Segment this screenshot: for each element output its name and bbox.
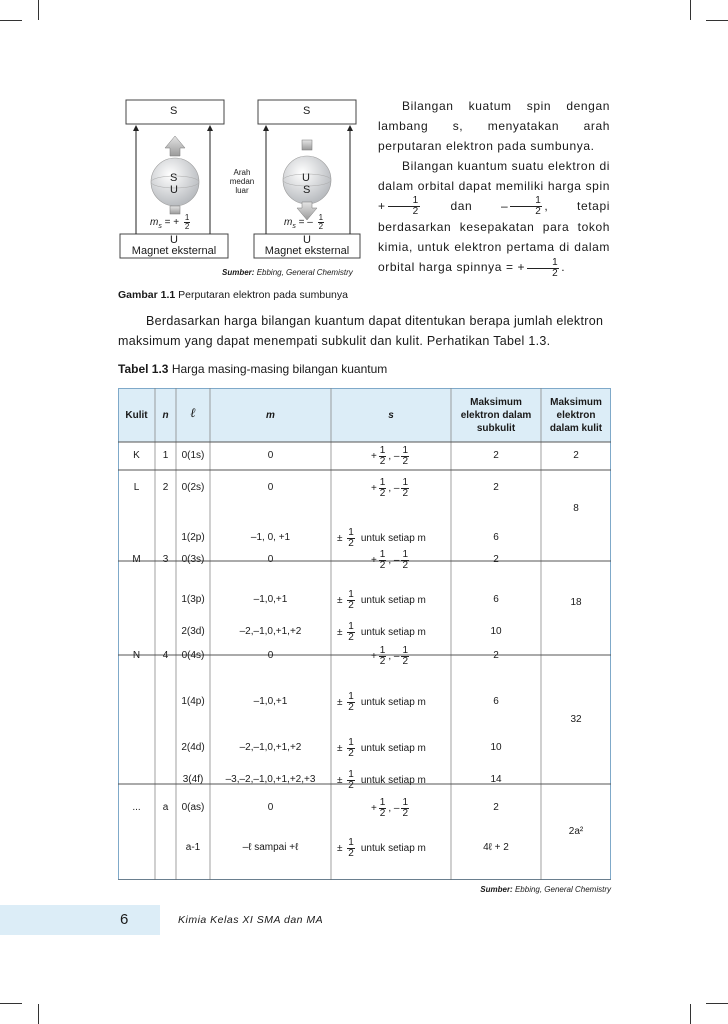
left-magnet-label: Magnet eksternal [131, 245, 217, 257]
left-sphere-bottom-pole: U [170, 184, 178, 196]
cell-s: ± $\frac{1}{2}$ untuk setiap m [337, 621, 426, 643]
cell-max-subshell: 2 [493, 802, 499, 813]
spin-figure [118, 96, 368, 286]
right-magnet-label: Magnet eksternal [264, 245, 350, 257]
right-sphere-top-pole: U [302, 172, 310, 184]
cell-n: a [162, 802, 169, 813]
footer-band [0, 905, 160, 935]
right-sphere-bottom-pole: S [303, 184, 311, 196]
crop-mark [38, 0, 39, 20]
cell-s: ± $\frac{1}{2}$ untuk setiap m [337, 589, 426, 611]
cell-l: 3(4f) [182, 774, 204, 785]
cell-m: 0 [267, 554, 274, 565]
right-magnet-top-pole: S [303, 105, 311, 117]
cell-m: –1,0,+1 [253, 696, 288, 707]
cell-s: ± $\frac{1}{2}$ untuk setiap m [337, 769, 426, 791]
cell-l: 0(as) [181, 802, 205, 813]
spin-explanation [378, 96, 610, 279]
cell-m: 0 [267, 450, 274, 461]
cell-kulit: M [132, 554, 141, 565]
cell-l: 0(1s) [181, 450, 205, 461]
cell-max-subshell: 14 [490, 774, 502, 785]
left-spin-value: $m_s$ = + $\frac{1}{2}$ [150, 213, 190, 231]
cell-s: ± $\frac{1}{2}$ untuk setiap m [337, 737, 426, 759]
cell-l: a-1 [185, 842, 201, 853]
crop-mark [690, 0, 691, 20]
cell-l: 2(3d) [181, 626, 205, 637]
right-magnet-bottom-pole: U [303, 234, 311, 246]
crop-mark [38, 1004, 39, 1024]
cell-s: + $\frac{1}{2}$ , – $\frac{1}{2}$ [370, 477, 409, 499]
crop-mark [706, 1003, 728, 1004]
cell-max-shell: 2 [573, 450, 579, 461]
crop-mark [0, 1003, 22, 1004]
cell-l: 1(2p) [181, 532, 205, 543]
cell-max-subshell: 2 [493, 554, 499, 565]
cell-max-subshell: 2 [493, 650, 499, 661]
cell-s: ± $\frac{1}{2}$ untuk setiap m [337, 691, 426, 713]
header-max-shell: Maksimum elektron dalam kulit [549, 397, 603, 434]
cell-s: ± $\frac{1}{2}$ untuk setiap m [337, 837, 426, 859]
cell-m: –3,–2,–1,0,+1,+2,+3 [225, 774, 316, 785]
cell-kulit: ... [132, 802, 141, 813]
cell-s: + $\frac{1}{2}$ , – $\frac{1}{2}$ [370, 549, 409, 571]
cell-max-subshell: 6 [493, 594, 499, 605]
body-paragraph: Berdasarkan harga bilangan kuantum dapat ditentukan berapa jumlah elektron maksimum yang dapat menempati subkulit dan kulit. Perhatikan Tabel 1.3. [118, 314, 604, 348]
table-caption: Tabel 1.3 Harga masing-masing bilangan kuantum [118, 362, 388, 376]
table-source: Sumber: Ebbing, General Chemistry [480, 885, 611, 894]
cell-n: 1 [162, 450, 169, 461]
cell-max-shell: 18 [570, 597, 582, 608]
cell-l: 0(4s) [181, 650, 205, 661]
quantum-number-table [118, 388, 611, 894]
header-n: n [162, 410, 169, 421]
cell-m: –1,0,+1 [253, 594, 288, 605]
cell-l: 2(4d) [181, 742, 205, 753]
cell-kulit: N [132, 650, 141, 661]
cell-kulit: K [133, 450, 140, 461]
cell-l: 0(2s) [181, 482, 205, 493]
left-magnet-bottom-pole: U [170, 234, 178, 246]
cell-max-subshell: 6 [493, 532, 499, 543]
cell-s: + $\frac{1}{2}$ , – $\frac{1}{2}$ [370, 445, 409, 467]
right-spin-value: $m_s$ = – $\frac{1}{2}$ [284, 213, 324, 231]
figure-caption: Gambar 1.1 Perputaran elektron pada sumbunya [118, 289, 348, 301]
cell-s: ± $\frac{1}{2}$ untuk setiap m [337, 527, 426, 549]
cell-max-subshell: 2 [493, 482, 499, 493]
cell-m: 0 [267, 482, 274, 493]
cell-m: –2,–1,0,+1,+2 [239, 626, 302, 637]
cell-l: 1(4p) [181, 696, 205, 707]
cell-max-shell: 32 [570, 714, 582, 725]
cell-m: 0 [267, 650, 274, 661]
field-direction-label: Arah medan luar [229, 168, 255, 195]
cell-n: 2 [162, 482, 169, 493]
cell-max-subshell: 2 [493, 450, 499, 461]
cell-max-shell: 8 [573, 503, 579, 514]
cell-max-subshell: 10 [490, 626, 502, 637]
book-title: Kimia Kelas XI SMA dan MA [178, 914, 324, 926]
left-magnet-top-pole: S [170, 105, 178, 117]
crop-mark [690, 1004, 691, 1024]
cell-max-subshell: 10 [490, 742, 502, 753]
left-sphere-top-pole: S [170, 172, 178, 184]
cell-s: + $\frac{1}{2}$ , – $\frac{1}{2}$ [370, 797, 409, 819]
cell-n: 3 [162, 554, 169, 565]
cell-kulit: L [133, 482, 140, 493]
cell-m: 0 [267, 802, 274, 813]
cell-max-shell: 2a² [568, 826, 584, 837]
header-kulit: Kulit [125, 410, 148, 421]
cell-m: –ℓ sampai +ℓ [242, 842, 299, 853]
figure-source: Sumber: Ebbing, General Chemistry [222, 268, 353, 277]
page-number: 6 [120, 911, 129, 928]
header-m: m [266, 410, 275, 421]
header-l: ℓ [190, 406, 196, 421]
cell-m: –2,–1,0,+1,+2 [239, 742, 302, 753]
cell-s: + $\frac{1}{2}$ , – $\frac{1}{2}$ [370, 645, 409, 667]
spin-paragraph-1: Bilangan kuatum spin dengan lambang s, menyatakan arah perputaran elektron pada sumbunya. [378, 99, 610, 153]
header-max-subshell: Maksimum elektron dalam subkulit [460, 397, 532, 434]
spin-paragraph-2: Bilangan kuantum suatu elektron di dalam orbital dapat memiliki harga spin + $\frac{1}{2}$ dan – $\frac{1}{2}$ , tetapi berdasarkan kesepakatan para tokoh kimia, untuk elektron pertama di dalam orbital harga spinnya = + $\frac{1}{2}$ . [378, 159, 610, 279]
cell-m: –1, 0, +1 [250, 532, 291, 543]
cell-max-subshell: 4ℓ + 2 [483, 842, 509, 853]
cell-max-subshell: 6 [493, 696, 499, 707]
header-s: s [388, 410, 394, 421]
crop-mark [0, 20, 22, 21]
crop-mark [706, 20, 728, 21]
cell-l: 1(3p) [181, 594, 205, 605]
cell-l: 0(3s) [181, 554, 205, 565]
cell-n: 4 [162, 650, 169, 661]
